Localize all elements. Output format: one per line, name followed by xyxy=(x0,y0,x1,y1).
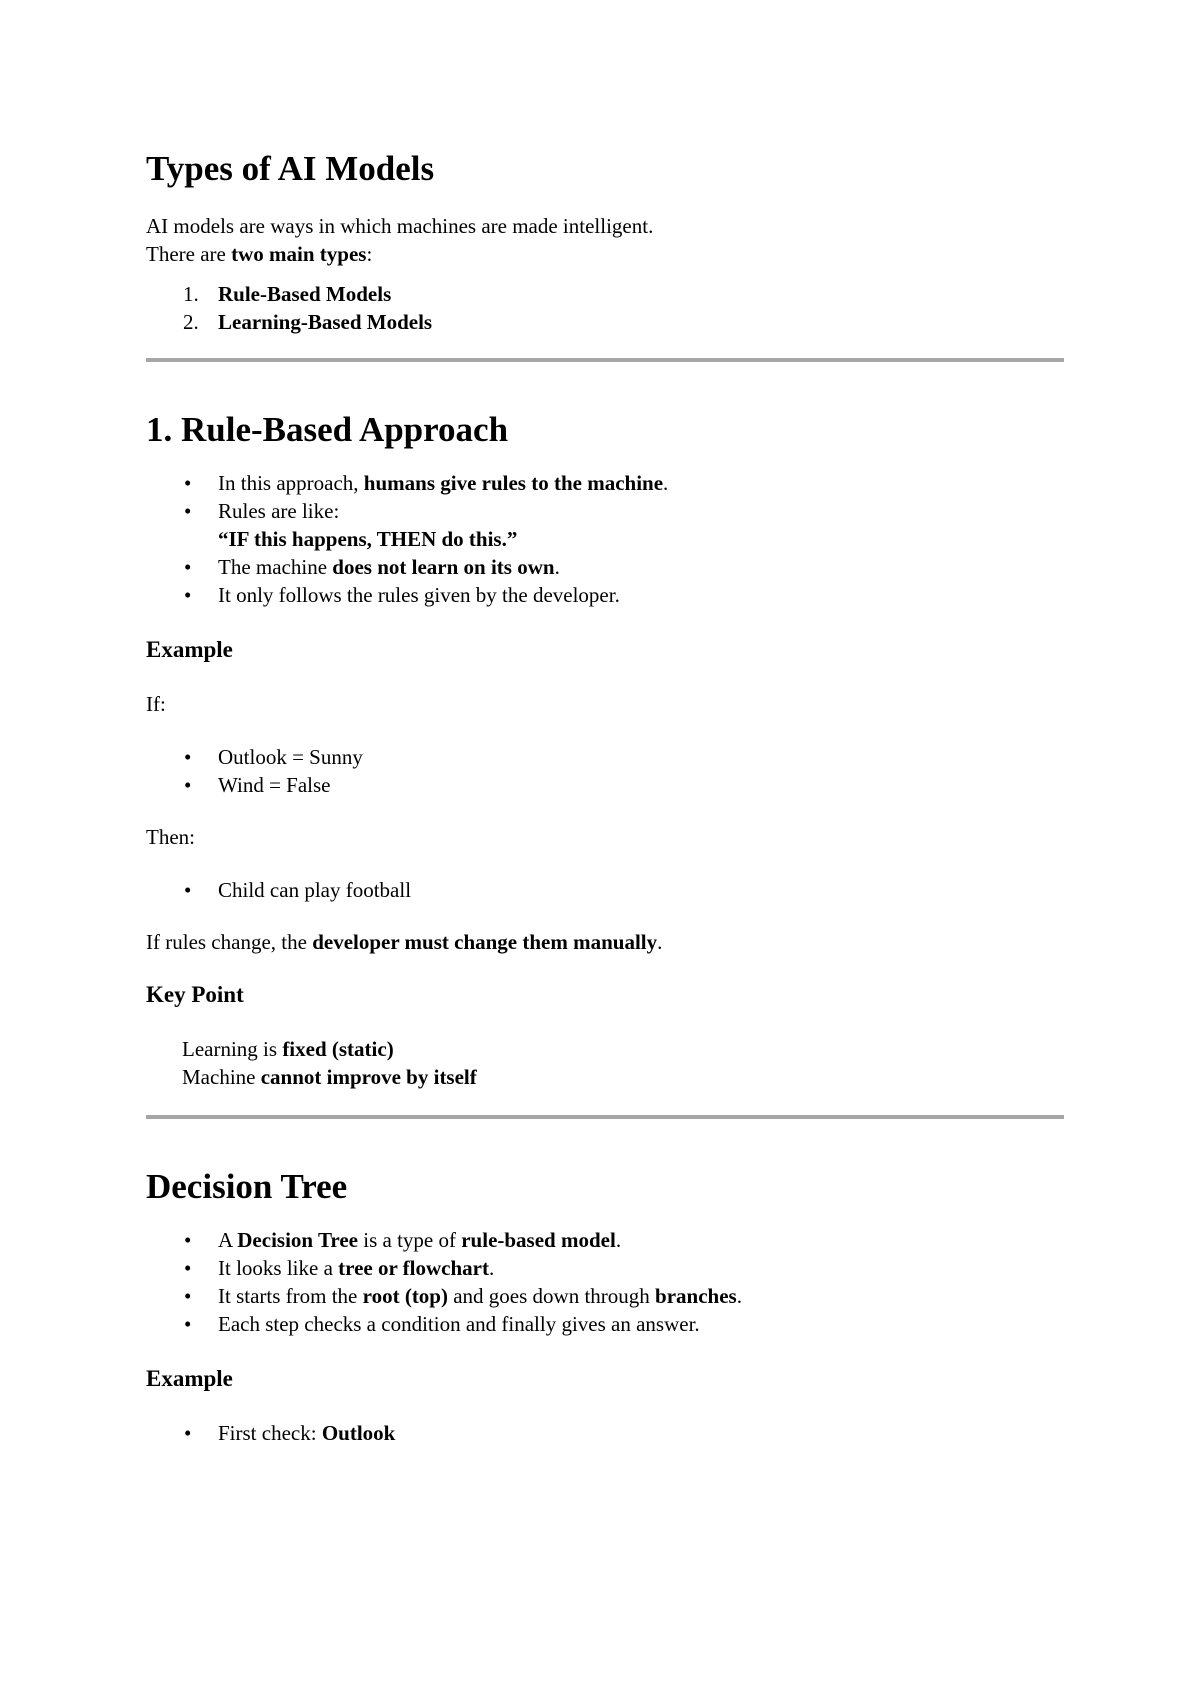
rules-change-note: If rules change, the developer must change them manually. xyxy=(146,930,663,954)
list-item: 2. Learning-Based Models xyxy=(183,310,433,334)
list-item: • Each step checks a condition and finally gives an answer. xyxy=(184,1312,700,1336)
rule-based-bullets xyxy=(146,469,1064,609)
page-title: Types of AI Models xyxy=(146,149,435,188)
decision-example-list xyxy=(146,1419,1064,1447)
model-types-list xyxy=(146,280,1064,336)
section-divider xyxy=(146,358,1064,362)
list-item: • The machine does not learn on its own. xyxy=(184,555,560,579)
example-heading: Example xyxy=(146,637,233,662)
list-item: • It only follows the rules given by the developer. xyxy=(184,583,620,607)
list-item: 1. Rule-Based Models xyxy=(183,282,392,306)
key-point-heading: Key Point xyxy=(146,982,244,1007)
intro-line-2: There are two main types: xyxy=(146,242,373,266)
example-heading: Example xyxy=(146,1366,233,1391)
key-point-line-1: Learning is fixed (static) xyxy=(182,1037,394,1061)
list-item: • A Decision Tree is a type of rule-based model. xyxy=(184,1228,622,1252)
key-point-block xyxy=(146,1035,1064,1091)
conditions-list xyxy=(146,743,1064,799)
list-item: • It starts from the root (top) and goes down through branches. xyxy=(184,1284,742,1308)
intro-line-1: AI models are ways in which machines are made intelligent. xyxy=(146,214,654,238)
list-item: • Rules are like: “IF this happens, THEN do this.” xyxy=(184,499,518,551)
list-item: • Child can play football xyxy=(184,878,412,902)
list-item: • In this approach, humans give rules to the machine. xyxy=(184,471,669,495)
list-item: • It looks like a tree or flowchart. xyxy=(184,1256,495,1280)
key-point-line-2: Machine cannot improve by itself xyxy=(182,1065,477,1089)
results-list xyxy=(146,876,1064,904)
decision-tree-bullets xyxy=(146,1226,1064,1338)
list-item: • Outlook = Sunny xyxy=(184,745,363,769)
document-content xyxy=(146,148,1064,1447)
section-divider xyxy=(146,1115,1064,1119)
list-item: • Wind = False xyxy=(184,773,331,797)
if-label: If: xyxy=(146,692,166,716)
section-heading-rule-based: 1. Rule-Based Approach xyxy=(146,410,509,449)
list-item: • First check: Outlook xyxy=(184,1421,396,1445)
then-label: Then: xyxy=(146,825,195,849)
section-heading-decision-tree: Decision Tree xyxy=(146,1167,348,1206)
